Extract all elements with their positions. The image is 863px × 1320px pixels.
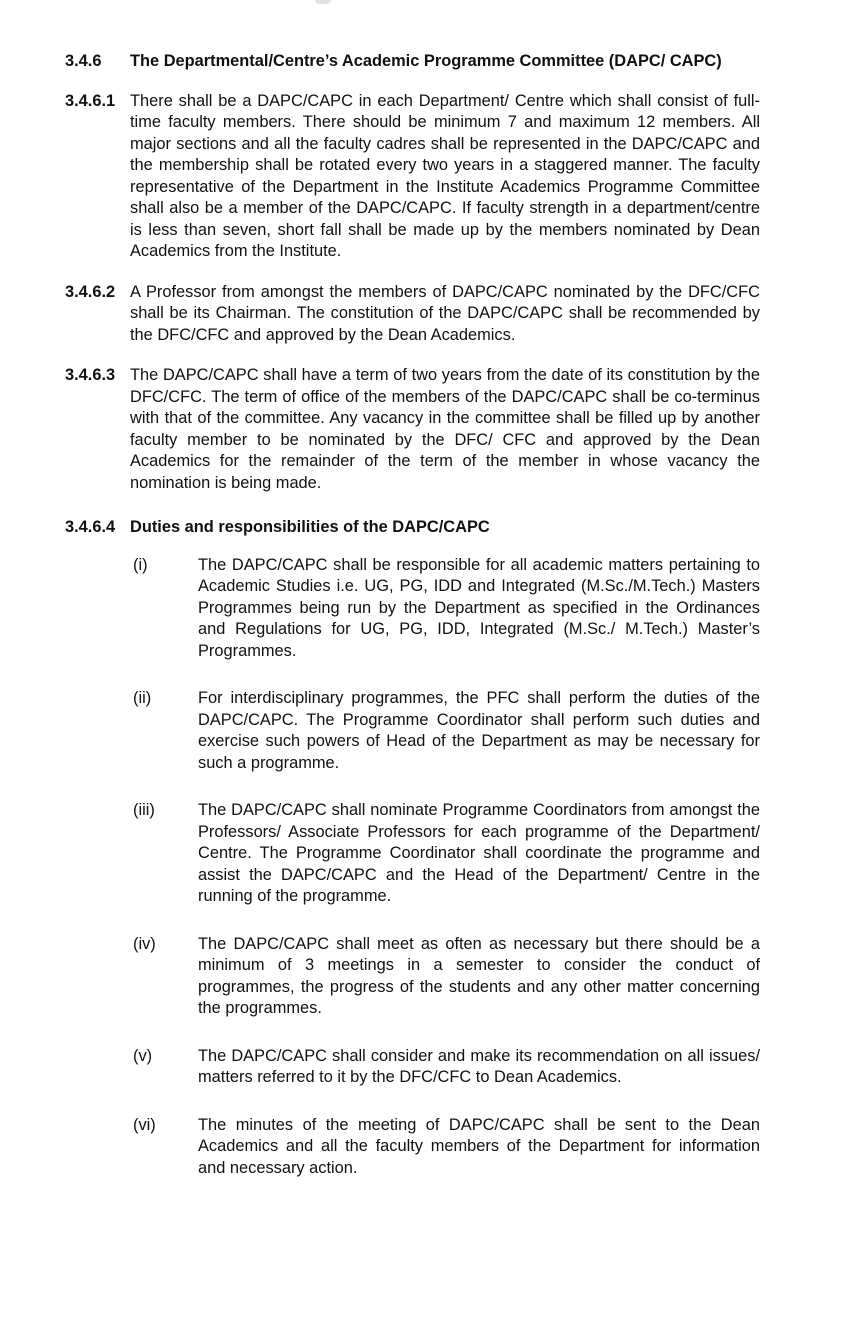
scan-artifact xyxy=(315,0,331,4)
paragraph-number: 3.4.6.2 xyxy=(65,282,116,301)
paragraph xyxy=(65,282,760,347)
list-item-label: (i) xyxy=(133,555,148,574)
paragraph-text: A Professor from amongst the members of DAPC/CAPC nominated by the DFC/CFC shall be its Chairman. The constitution of the DAPC/CAPC shall be recommended by the DFC/CFC and approved by the Dean Academics. xyxy=(130,282,760,344)
subsection-heading xyxy=(65,517,760,539)
list-item xyxy=(133,1115,760,1180)
list-item-label: (iv) xyxy=(133,934,156,953)
list-item xyxy=(133,688,760,774)
list-item-text: The DAPC/CAPC shall meet as often as necessary but there should be a minimum of 3 meetings in a semester to consider the conduct of programmes, the progress of the students and any other matter concerning the programmes. xyxy=(198,934,760,1017)
paragraph xyxy=(65,365,760,494)
list-item xyxy=(133,934,760,1020)
subsection-heading-number: 3.4.6.4 xyxy=(65,518,116,536)
section-heading xyxy=(65,51,760,73)
subsection-heading-text: Duties and responsibilities of the DAPC/CAPC xyxy=(130,518,490,536)
list-item xyxy=(133,555,760,663)
list-item-text: The DAPC/CAPC shall consider and make its recommendation on all issues/ matters referred to it by the DFC/CFC to Dean Academics. xyxy=(198,1046,760,1086)
list-item xyxy=(133,1046,760,1089)
section-heading-number: 3.4.6 xyxy=(65,52,102,70)
paragraph xyxy=(65,91,760,263)
paragraph-number: 3.4.6.1 xyxy=(65,91,116,110)
list-item-label: (ii) xyxy=(133,689,152,707)
list-item-label: (vi) xyxy=(133,1115,156,1134)
duties-list xyxy=(65,555,760,1180)
list-item-label: (iii) xyxy=(133,801,155,819)
list-item-text: The DAPC/CAPC shall nominate Programme Coordinators from amongst the Professors/ Associate Professors for each programme of the Department/ Centre. The Programme Coordinator shall coordinate the programme and assist the DAPC/CAPC and the Head of the Department/ Centre in the running of the programme. xyxy=(198,801,760,905)
section-heading-text: The Departmental/Centre’s Academic Programme Committee (DAPC/ CAPC) xyxy=(130,52,722,70)
list-item-text: The minutes of the meeting of DAPC/CAPC shall be sent to the Dean Academics and all the faculty members of the Department for information and necessary action. xyxy=(198,1115,760,1177)
document-content xyxy=(65,51,760,1179)
list-item-text: The DAPC/CAPC shall be responsible for all academic matters pertaining to Academic Studies i.e. UG, PG, IDD and Integrated (M.Sc./M.Tech.) Masters Programmes being run by the Department as specified in the Ordinances and Regulations for UG, PG, IDD, Integrated (M.Sc./ M.Tech.) Master’s Programmes. xyxy=(198,555,760,660)
paragraph-text: There shall be a DAPC/CAPC in each Department/ Centre which shall consist of full-time faculty members. There should be minimum 7 and maximum 12 members. All major sections and all the faculty cadres shall be represented in the DAPC/CAPC and the membership shall be rotated every two years in a staggered manner. The faculty representative of the Department in the Institute Academics Programme Committee shall also be a member of the DAPC/CAPC. If faculty strength in a department/centre is less than seven, short fall shall be made up by the members nominated by Dean Academics from the Institute. xyxy=(130,91,760,260)
list-item-label: (v) xyxy=(133,1046,153,1065)
paragraph-number: 3.4.6.3 xyxy=(65,366,116,384)
list-item-text: For interdisciplinary programmes, the PFC shall perform the duties of the DAPC/CAPC. The Programme Coordinator shall perform such duties and exercise such powers of Head of the Department as may be necessary for such a programme. xyxy=(198,689,760,772)
list-item xyxy=(133,800,760,908)
paragraph-text: The DAPC/CAPC shall have a term of two years from the date of its constitution by the DFC/CFC. The term of office of the members of the DAPC/CAPC shall be co-terminus with that of the committee. Any vacancy in the committee shall be filled up by another faculty member to be nominated by the DFC/ CFC and approved by the Dean Academics for the remainder of the term of the member in whose vacancy the nomination is being made. xyxy=(130,366,760,492)
